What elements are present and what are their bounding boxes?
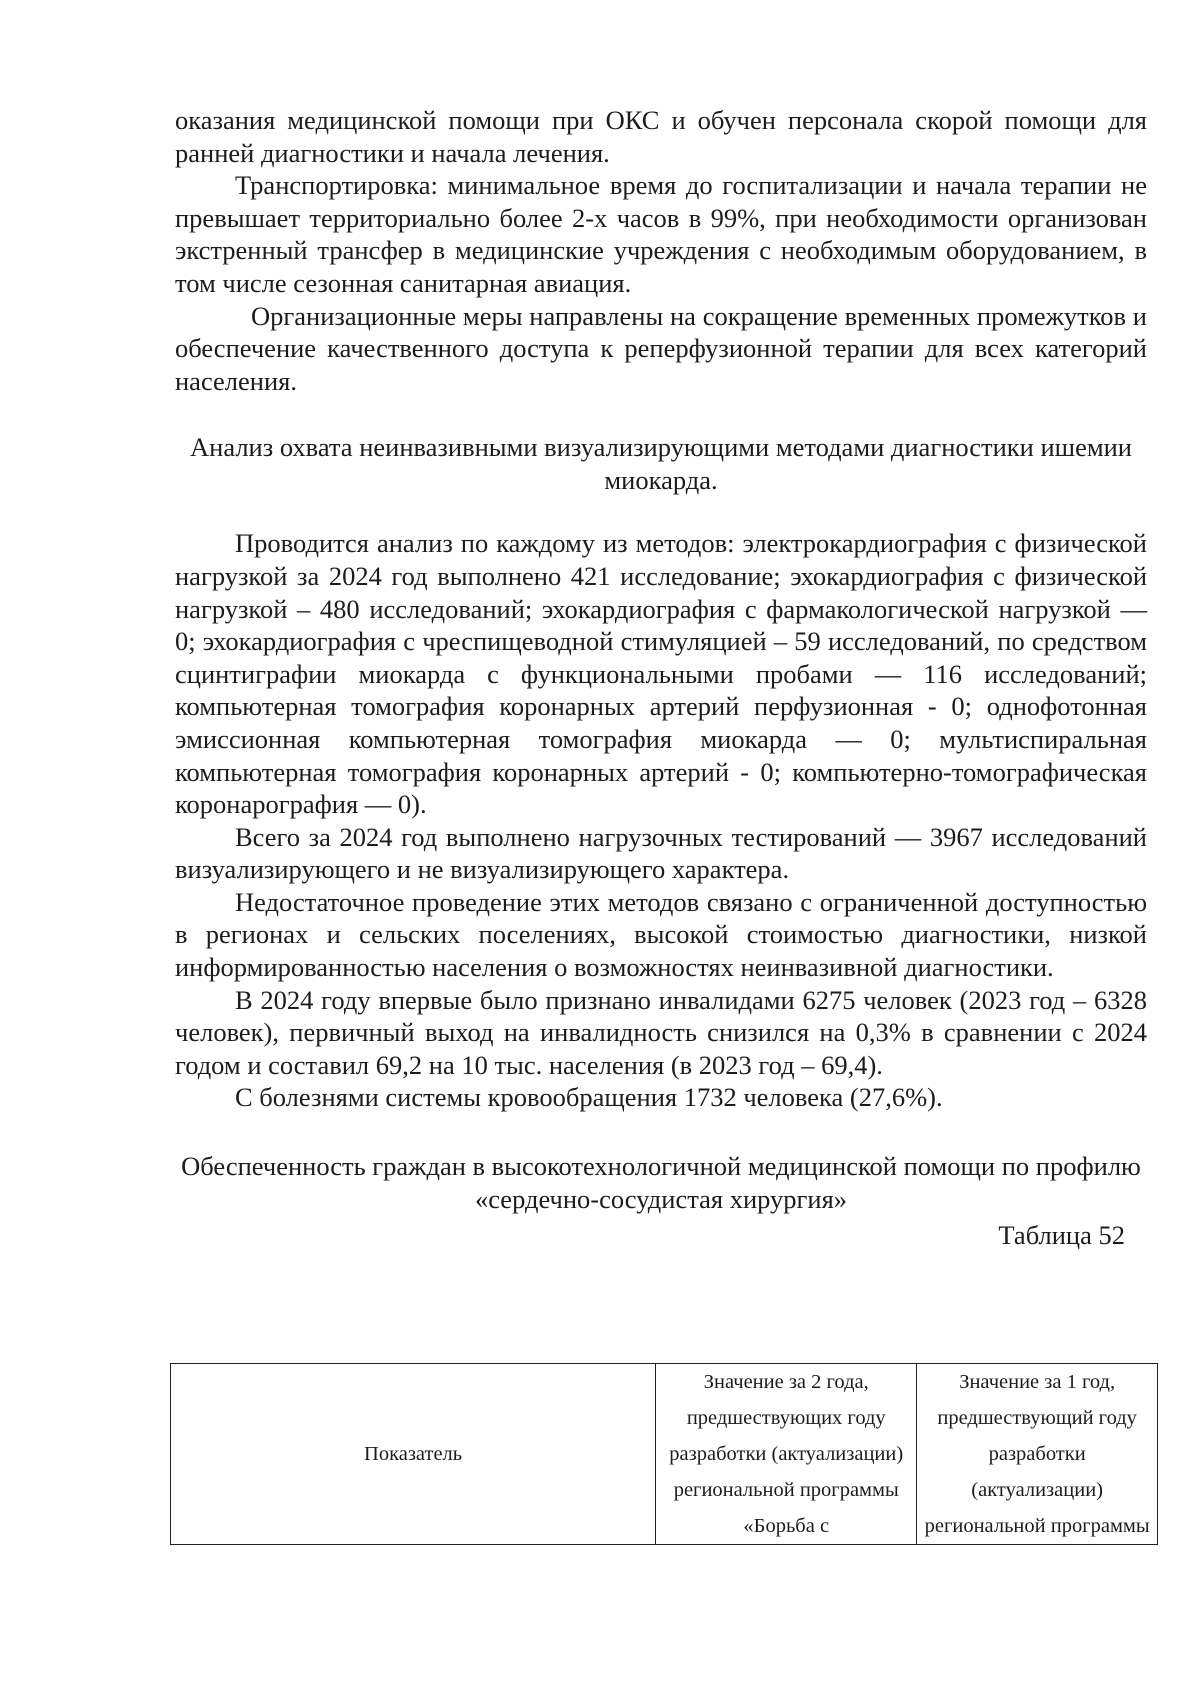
paragraph-circulatory: С болезнями системы кровообращения 1732 человека (27,6%). xyxy=(235,1082,943,1113)
table-caption: Таблица 52 xyxy=(998,1220,1125,1251)
header-value-1-year: Значение за 1 год, предшествующий году разработки (актуализации) региональной программы xyxy=(917,1364,1158,1545)
header-indicator: Показатель xyxy=(171,1364,656,1545)
header-value-2-years: Значение за 2 года, предшествующих году разработки (актуализации) региональной программы «Борьба с xyxy=(656,1364,917,1545)
section-heading-provision: Обеспеченность граждан в высокотехнологичной медицинской помощи по профилю «сердечно-сосудистая хирургия» xyxy=(181,1151,1141,1215)
paragraph-limitations: Недостаточное проведение этих методов связано с ограниченной доступностью в регионах и сельских поселениях, высокой стоимостью диагностики, низкой информированностью населения о возможностях неинвазивной диагностики. xyxy=(175,886,1147,983)
paragraph-organizational: Организационные меры направлены на сокращение временных промежутков и обеспечение качественного доступа к реперфузионной терапии для всех категорий населения. xyxy=(175,300,1147,396)
section-heading-analysis: Анализ охвата неинвазивными визуализирующими методами диагностики ишемии миокарда. xyxy=(190,432,1132,496)
paragraph-transport: Транспортировка: минимальное время до госпитализации и начала терапии не превышает территориально более 2-х часов в 99%, при необходимости организован экстренный трансфер в медицинские учреждения с необходимым оборудованием, в том числе сезонная санитарная авиация. xyxy=(175,170,1147,298)
table-header-row xyxy=(171,1364,1158,1545)
paragraph-total-tests: Всего за 2024 год выполнено нагрузочных тестирований — 3967 исследований визуализирующего и не визуализирующего характера. xyxy=(175,821,1147,885)
page-content xyxy=(175,104,1147,1250)
paragraph-disability: В 2024 году впервые было признано инвалидами 6275 человек (2023 год – 6328 человек), первичный выход на инвалидность снизился на 0,3% в сравнении с 2024 годом и составил 69,2 на 10 тыс. населения (в 2023 год – 69,4). xyxy=(175,984,1147,1080)
table-52 xyxy=(170,1363,1158,1545)
paragraph-methods: Проводится анализ по каждому из методов: электрокардиография с физической нагрузкой за 2024 год выполнено 421 исследование; эхокардиография с физической нагрузкой – 480 исследований; эхокардиография с фармакологической нагрузкой — 0; эхокардиография с чреспищеводной стимуляцией – 59 исследований, по средством сцинтиграфии миокарда с функциональными пробами — 116 исследований; компьютерная томография коронарных артерий перфузионная - 0; однофотонная эмиссионная компьютерная томография миокарда — 0; мультиспиральная компьютерная томография коронарных артерий - 0; компьютерно-томографическая коронарография — 0). xyxy=(175,528,1147,820)
paragraph-continuation: оказания медицинской помощи при ОКС и обучен персонала скорой помощи для ранней диагностики и начала лечения. xyxy=(175,105,1147,168)
